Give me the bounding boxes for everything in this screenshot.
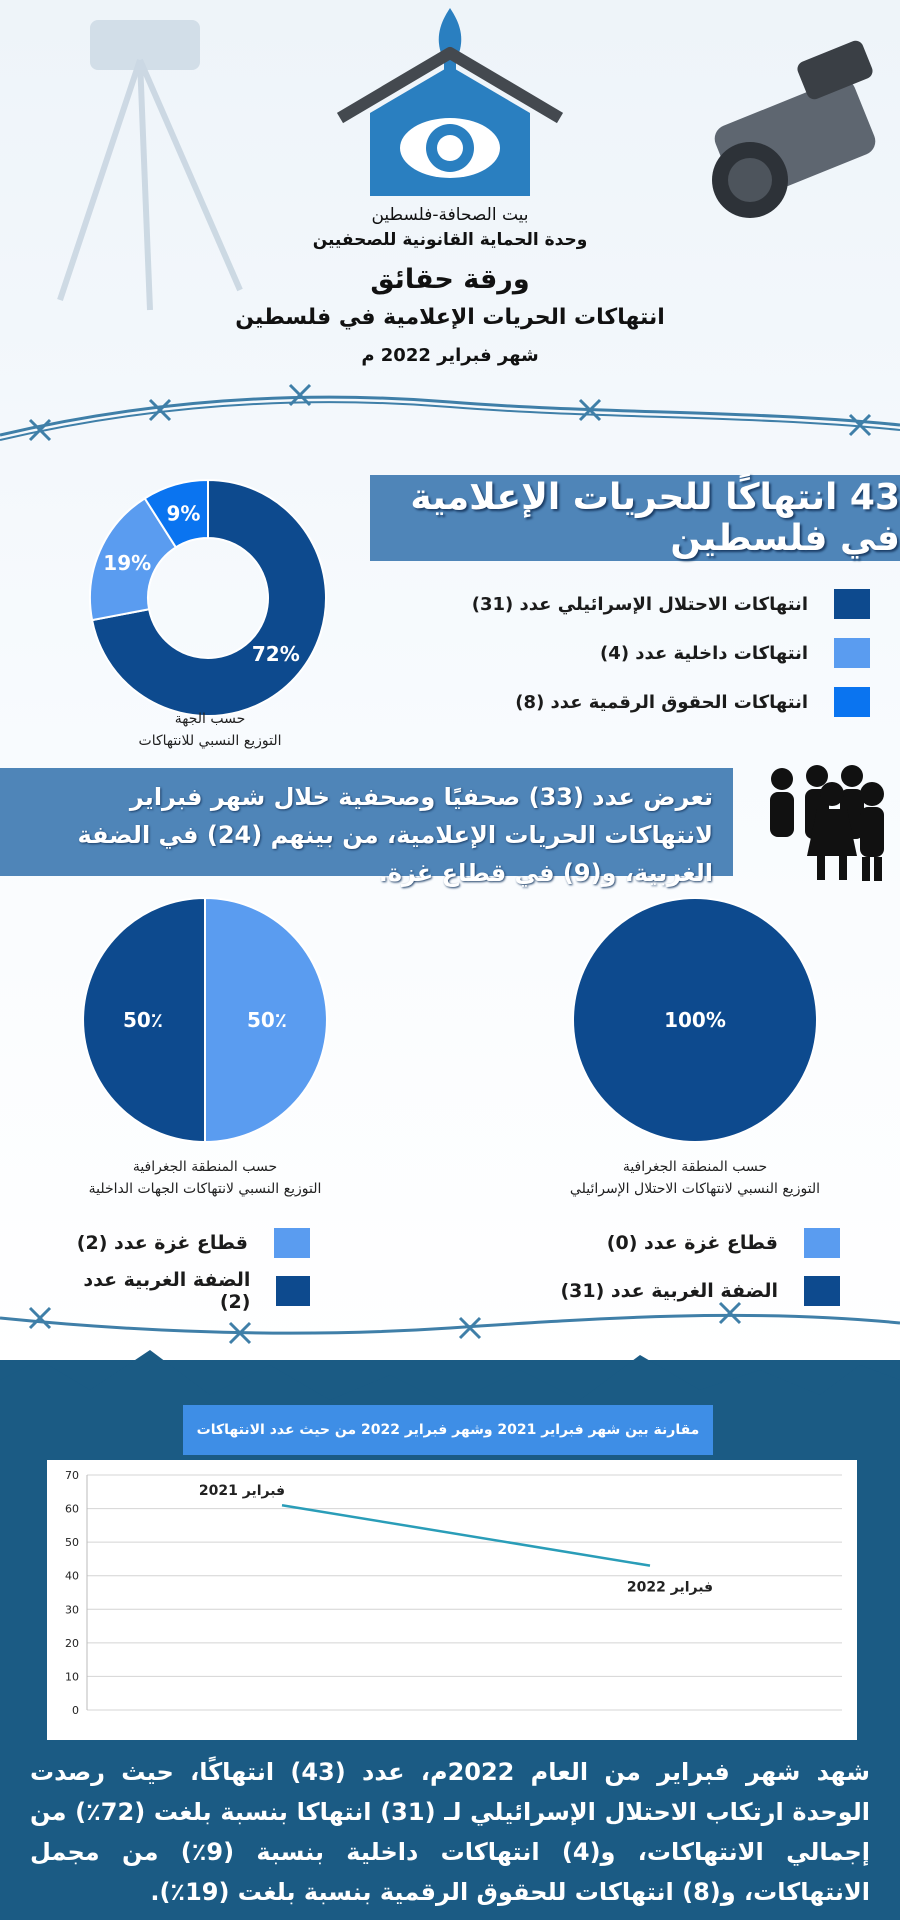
point-label: فبراير 2021 — [198, 1483, 286, 1500]
pie-occupation-chart — [570, 895, 820, 1145]
org-name: بيت الصحافة-فلسطين — [371, 205, 529, 225]
legend-label: انتهاكات الحقوق الرقمية عدد (8) — [515, 691, 808, 713]
summary-legend — [420, 588, 870, 718]
y-tick-label: 50 — [65, 1536, 79, 1550]
people-icon — [762, 764, 892, 882]
internal-legend — [60, 1227, 310, 1313]
y-tick-label: 0 — [72, 1704, 79, 1717]
legend-item — [540, 1227, 840, 1259]
pie-internal-caption — [50, 1156, 360, 1200]
legend-label: انتهاكات داخلية عدد (4) — [600, 642, 808, 664]
pie-internal-chart — [80, 895, 330, 1145]
pie-data-label: 100% — [664, 1008, 726, 1032]
donut-title: حسب الجهة — [174, 711, 246, 727]
legend-item — [420, 637, 870, 669]
legend-label: الضفة الغربية عدد (31) — [560, 1280, 778, 1302]
linechart-title: مقارنة بين شهر فبراير 2021 وشهر فبراير 2022 من حيث عدد الانتهاكات — [183, 1405, 713, 1455]
legend-item — [420, 686, 870, 718]
logo-house-icon — [330, 8, 570, 203]
donut-chart — [80, 460, 350, 730]
pie-data-label: 19% — [103, 551, 152, 576]
legend-label: قطاع غزة عدد (2) — [76, 1232, 248, 1254]
doc-subject: انتهاكات الحريات الإعلامية في فلسطين — [235, 305, 665, 330]
doc-type: ورقة حقائق — [370, 264, 530, 295]
legend-label: قطاع غزة عدد (0) — [606, 1232, 778, 1254]
y-tick-label: 10 — [65, 1670, 79, 1684]
barbed-wire-divider — [0, 380, 900, 460]
occupation-legend — [540, 1227, 840, 1307]
linechart-panel — [47, 1460, 857, 1740]
pie-internal-title: حسب المنطقة الجغرافية — [132, 1159, 278, 1175]
pie-data-label: 50٪ — [246, 1008, 288, 1032]
journalists-banner: تعرض عدد (33) صحفيًا وصحفية خلال شهر فبراير لانتهاكات الحريات الإعلامية، من بينهم (24) في الضفة الغربية، و(9) في قطاع غزة. — [0, 768, 733, 876]
pie-data-label: 9% — [166, 501, 201, 526]
legend-swatch — [834, 638, 870, 668]
pie-occupation-caption — [540, 1156, 850, 1200]
point-label: فبراير 2022 — [626, 1579, 714, 1596]
y-tick-label: 60 — [65, 1502, 79, 1516]
y-tick-label: 70 — [65, 1469, 79, 1482]
pie-data-label: 72% — [251, 642, 300, 667]
series-line — [282, 1505, 650, 1565]
pie-data-label: 50٪ — [122, 1008, 164, 1032]
pie-occupation-subtitle: التوزيع النسبي لانتهاكات الاحتلال الإسرائيلي — [569, 1181, 821, 1197]
legend-item — [60, 1227, 310, 1259]
unit-name: وحدة الحماية القانونية للصحفيين — [312, 230, 588, 250]
legend-swatch — [834, 687, 870, 717]
y-tick-label: 40 — [65, 1569, 79, 1583]
y-tick-label: 30 — [65, 1603, 79, 1617]
conclusion-text: شهد شهر فبراير من العام 2022م، عدد (43) انتهاكًا، حيث رصدت الوحدة ارتكاب الاحتلال الإسرائيلي لـ (31) انتهاكا بنسبة بلغت (72٪) من إجمالي الانتهاكات، و(4) انتهاكات داخلية بنسبة (9٪) من مجمل الانتهاكات، و(8) انتهاكات للحقوق الرقمية بنسبة بلغت (19٪). — [30, 1758, 870, 1906]
legend-swatch — [804, 1228, 840, 1258]
doc-period: شهر فبراير 2022 م — [361, 345, 539, 366]
line-chart — [47, 1460, 857, 1740]
headline-banner: 43 انتهاكًا للحريات الإعلامية في فلسطين — [370, 475, 900, 561]
pie-occupation-title: حسب المنطقة الجغرافية — [622, 1159, 768, 1175]
donut-caption — [60, 708, 360, 752]
barbed-wire-divider — [0, 1298, 900, 1368]
y-tick-label: 20 — [65, 1636, 79, 1650]
donut-subtitle: التوزيع النسبي للانتهاكات — [138, 733, 282, 749]
legend-label: الضفة الغربية عدد (2) — [83, 1269, 251, 1313]
legend-swatch — [274, 1228, 310, 1258]
legend-item — [420, 588, 870, 620]
legend-label: انتهاكات الاحتلال الإسرائيلي عدد (31) — [471, 593, 808, 615]
legend-swatch — [834, 589, 870, 619]
pie-internal-subtitle: التوزيع النسبي لانتهاكات الجهات الداخلية — [88, 1181, 322, 1197]
